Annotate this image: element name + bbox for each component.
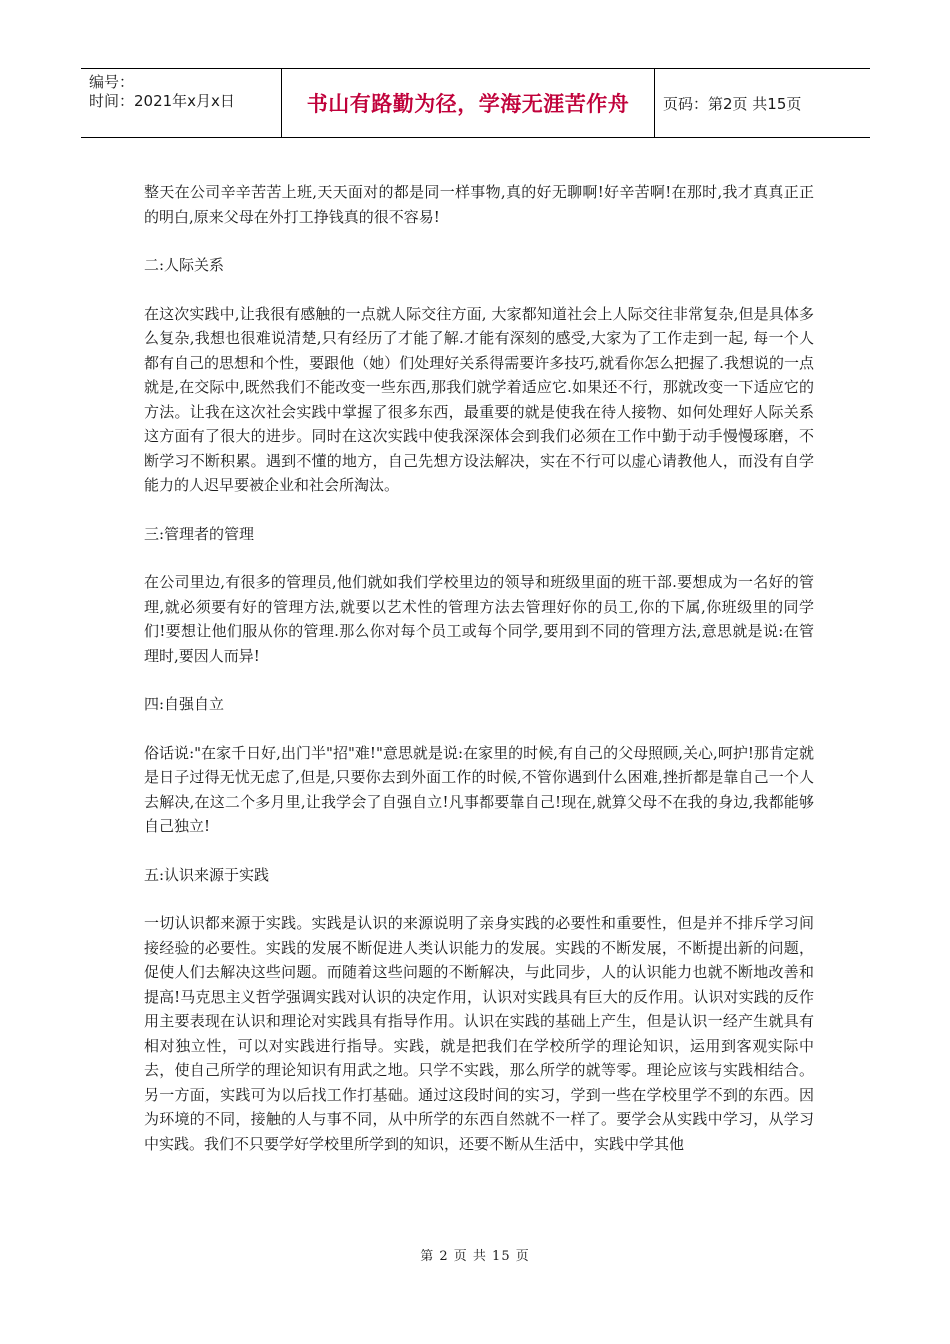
header-page-info: 页码：第2页 共15页 bbox=[663, 94, 802, 113]
body-paragraph: 一切认识都来源于实践。实践是认识的来源说明了亲身实践的必要性和重要性，但是并不排斥学习间接经验的必要性。实践的发展不断促进人类认识能力的发展。实践的不断发展，不断提出新的问题，促使人们去解决这些问题。而随着这些问题的不断解决，与此同步，人的认识能力也就不断地改善和提高!马克思主义哲学强调实践对认识的决定作用，认识对实践具有巨大的反作用。认识对实践的反作用主要表现在认识和理论对实践具有指导作用。认识在实践的基础上产生，但是认识一经产生就具有相对独立性，可以对实践进行指导。实践，就是把我们在学校所学的理论知识，运用到客观实际中去，使自己所学的理论知识有用武之地。只学不实践，那么所学的就等零。理论应该与实践相结合。另一方面，实践可为以后找工作打基础。通过这段时间的实习，学到一些在学校里学不到的东西。因为环境的不同，接触的人与事不同，从中所学的东西自然就不一样了。要学会从实践中学习，从学习中实践。我们不只要学好学校里所学到的知识，还要不断从生活中，实践中学其他 bbox=[144, 914, 814, 1153]
body-paragraph: 在公司里边,有很多的管理员,他们就如我们学校里边的领导和班级里面的班干部.要想成为一名好的管理,就必须要有好的管理方法,就要以艺术性的管理方法去管理好你的员工,你的下属,你班级里的同学们!要想让他们服从你的管理.那么你对每个员工或每个同学,要用到不同的管理方法,意思就是说:在管理时,要因人而异! bbox=[144, 573, 814, 665]
section-heading-practice: 五:认识来源于实践 bbox=[144, 865, 270, 884]
section-heading-interpersonal: 二:人际关系 bbox=[144, 256, 225, 274]
document-body bbox=[144, 180, 814, 1180]
document-time-label: 时间：2021年x月x日 bbox=[89, 92, 235, 110]
header-motto: 书山有路勤为径，学海无涯苦作舟 bbox=[281, 69, 655, 137]
document-number-label: 编号： bbox=[89, 73, 135, 91]
body-paragraph: 整天在公司辛辛苦苦上班,天天面对的都是同一样事物,真的好无聊啊!好辛苦啊!在那时,我才真真正正的明白,原来父母在外打工挣钱真的很不容易! bbox=[144, 183, 814, 226]
header-meta bbox=[81, 69, 281, 137]
page-header bbox=[81, 68, 870, 138]
body-paragraph: 在这次实践中,让我很有感触的一点就人际交往方面, 大家都知道社会上人际交往非常复杂,但是具体多么复杂,我想也很难说清楚,只有经历了才能了解.才能有深刻的感受,大家为了工作走到一起, 每一个人都有自己的思想和个性，要跟他（她）们处理好关系得需要许多技巧,就看你怎么把握了.我想说的一点就是,在交际中,既然我们不能改变一些东西,那我们就学着适应它.如果还不行，那就改变一下适应它的方法。让我在这次社会实践中掌握了很多东西，最重要的就是使我在待人接物、如何处理好人际关系这方面有了很大的进步。同时在这次实践中使我深深体会到我们必须在工作中勤于动手慢慢琢磨，不断学习不断积累。遇到不懂的地方，自己先想方设法解决，实在不行可以虚心请教他人，而没有自学能力的人迟早要被企业和社会所淘汰。 bbox=[144, 304, 814, 494]
section-heading-management: 三:管理者的管理 bbox=[144, 524, 255, 543]
page-footer: 第 2 页 共 15 页 bbox=[420, 1249, 530, 1264]
body-paragraph: 俗话说:"在家千日好,出门半"招"难!"意思就是说:在家里的时候,有自己的父母照顾,关心,呵护!那肯定就是日子过得无忧无虑了,但是,只要你去到外面工作的时候,不管你遇到什么困难,挫折都是靠自己一个人去解决,在这二个多月里,让我学会了自强自立!凡事都要靠自己!现在,就算父母不在我的身边,我都能够自己独立! bbox=[144, 743, 814, 835]
section-heading-self-reliance: 四:自强自立 bbox=[144, 695, 225, 713]
